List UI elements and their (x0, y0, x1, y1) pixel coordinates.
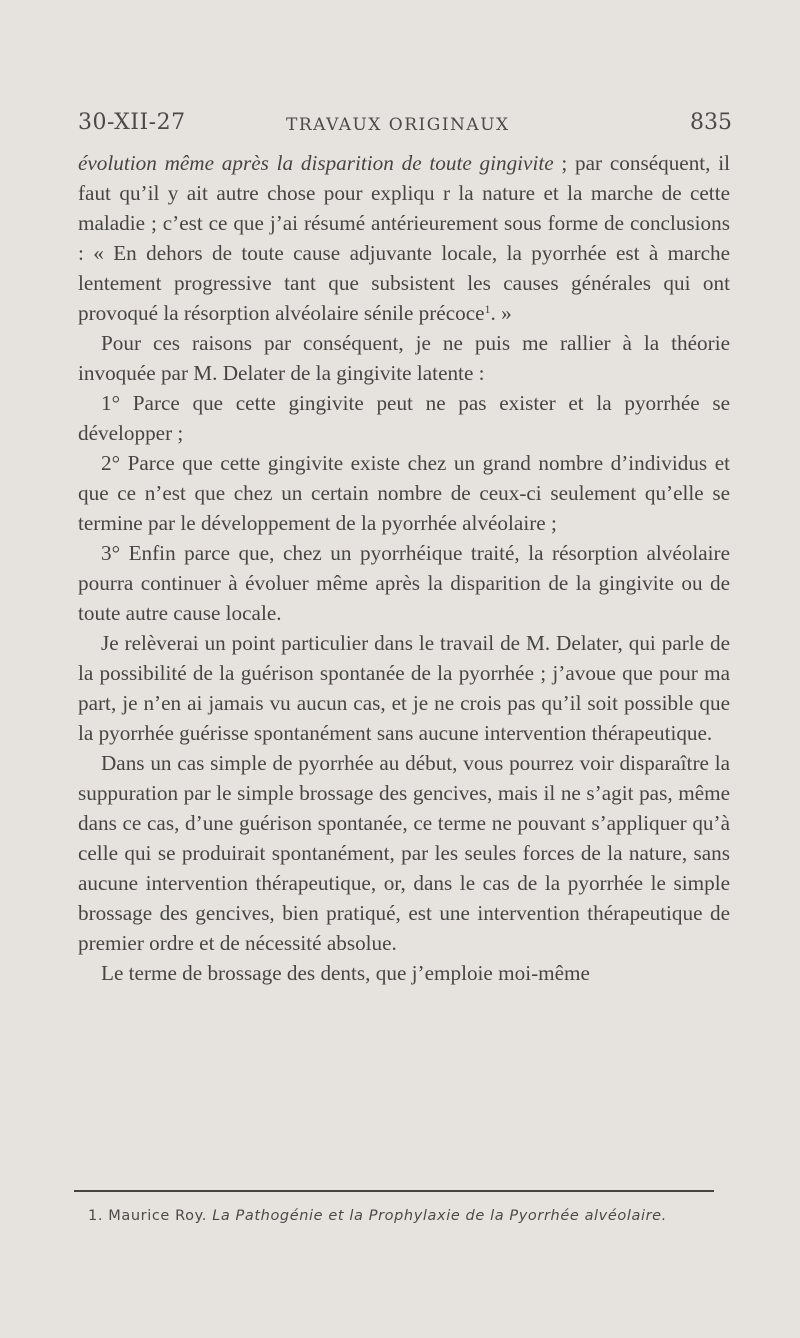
paragraph: Je relèverai un point particulier dans le travail de M. Delater, qui parle de la possibilité de la guérison spontanée de la pyorrhée ; j’avoue que pour ma part, je n’en ai jamais vu aucun cas, et je ne crois pas qu’il soit possible que la pyorrhée guérisse spontanément sans aucune intervention thérapeutique. (78, 631, 730, 745)
header-date: 30-XII-27 (78, 110, 186, 135)
footnote-author: Maurice Roy. (108, 1208, 207, 1224)
paragraph (78, 148, 730, 328)
header-section-title: TRAVAUX ORIGINAUX (286, 115, 510, 135)
paragraph: 1° Parce que cette gingivite peut ne pas exister et la pyorrhée se développer ; (78, 391, 730, 445)
paragraph-text: ; par conséquent, il faut qu’il y ait autre chose pour expliqu r la nature et la marche de cette maladie ; c’est ce que j’ai résumé antérieurement sous forme de conclusions : « En dehors de toute cause adjuvante locale, la pyorrhée est à marche lentement progressive tant que subsistent les causes générales qui ont provoqué la résorption alvéolaire sénile précoce (78, 151, 730, 325)
paragraph-italic-lead: évolution même après la disparition de toute gingivite (78, 151, 554, 175)
paragraph-tail: . » (490, 301, 512, 325)
footnote-number: 1. (88, 1208, 104, 1224)
paragraph: Dans un cas simple de pyorrhée au début, vous pourrez voir disparaître la suppuration par le simple brossage des gencives, mais il ne s’agit pas, même dans ce cas, d’une guérison spontanée, ce terme ne pouvant s’appliquer qu’à celle qui se produirait spontanément, par les seules forces de la nature, sans aucune intervention thérapeutique, or, dans le cas de la pyorrhée le simple brossage des gencives, bien pratiqué, est une intervention thérapeutique de premier ordre et de nécessité absolue. (78, 751, 730, 955)
paragraph: 2° Parce que cette gingivite existe chez un grand nombre d’individus et que ce n’est que chez un certain nombre de ceux-ci seulement qu’elle se termine par le développement de la pyorrhée alvéolaire ; (78, 451, 730, 535)
body-text (78, 148, 730, 988)
footnote-divider (74, 1190, 714, 1192)
page-number: 835 (690, 110, 732, 135)
running-header (78, 110, 730, 144)
paragraph: 3° Enfin parce que, chez un pyorrhéique traité, la résorption alvéolaire pourra continuer à évoluer même après la disparition de la gingivite ou de toute autre cause locale. (78, 541, 730, 625)
footnote-title: La Pathogénie et la Prophylaxie de la Pyorrhée alvéolaire. (212, 1208, 667, 1224)
paragraph: Le terme de brossage des dents, que j’emploie moi-même (101, 961, 590, 985)
footnote-reference: 1 (484, 302, 491, 316)
paragraph: Pour ces raisons par conséquent, je ne puis me rallier à la théorie invoquée par M. Delater de la gingivite latente : (78, 331, 730, 385)
footnote (88, 1208, 728, 1224)
